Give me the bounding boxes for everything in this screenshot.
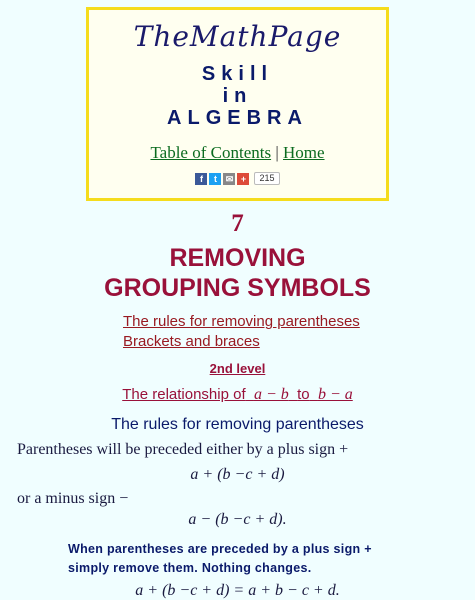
relationship-link[interactable] — [0, 386, 475, 404]
share-count: 215 — [254, 172, 279, 185]
facebook-icon[interactable]: f — [195, 173, 207, 185]
level-link[interactable]: 2nd level — [209, 361, 266, 376]
lesson-number: 7 — [231, 210, 244, 237]
relationship-expr-1: a − b — [253, 386, 289, 403]
paragraph-minus-sign: or a minus sign − — [17, 490, 129, 507]
formula-minus: a − (b −c + d). — [188, 511, 287, 528]
email-icon[interactable]: ✉ — [223, 173, 235, 185]
title-line-2: GROUPING SYMBOLS — [104, 274, 371, 302]
rule-line-1: When parentheses are preceded by a plus sign + — [68, 542, 372, 556]
twitter-icon[interactable]: t — [209, 173, 221, 185]
nav-separator: | — [275, 143, 279, 162]
relationship-expr-2: b − a — [317, 386, 353, 403]
site-logo[interactable]: TheMathPage — [133, 20, 342, 53]
home-link[interactable]: Home — [282, 143, 325, 162]
header-box — [86, 7, 389, 201]
page-title — [0, 243, 475, 303]
subtitle-algebra: ALGEBRA — [167, 107, 308, 129]
formula-plus: a + (b −c + d) — [190, 466, 285, 483]
title-line-1: REMOVING — [169, 244, 306, 272]
subtitle-in: in — [222, 85, 253, 107]
rules-removing-parentheses-link[interactable]: The rules for removing parentheses — [123, 313, 360, 330]
share-bar — [89, 172, 386, 185]
relationship-prefix: The relationship of — [122, 386, 246, 403]
rule-line-2: simply remove them. Nothing changes. — [68, 561, 312, 575]
rule-text — [68, 540, 408, 578]
table-of-contents-link[interactable]: Table of Contents — [150, 143, 272, 162]
header-nav — [89, 143, 386, 163]
section-heading: The rules for removing parentheses — [111, 416, 364, 433]
subtitle-skill: Skill — [201, 63, 274, 85]
brackets-and-braces-link[interactable]: Brackets and braces — [123, 333, 260, 350]
formula-plus-result: a + (b −c + d) = a + b − c + d. — [135, 582, 340, 599]
relationship-to: to — [297, 386, 310, 403]
paragraph-plus-sign: Parentheses will be preceded either by a plus sign + — [17, 441, 349, 458]
google-plus-icon[interactable]: + — [237, 173, 249, 185]
